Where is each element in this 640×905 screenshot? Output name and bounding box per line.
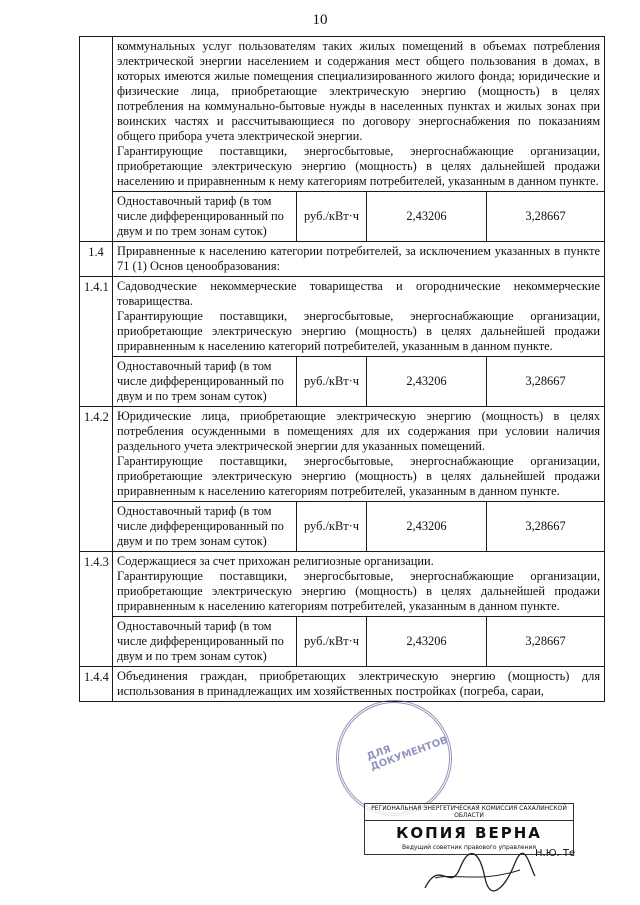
row-description <box>113 277 605 357</box>
tariff-value-1: 2,43206 <box>367 357 487 407</box>
description-text: Гарантирующие поставщики, энергосбытовые, энергоснабжающие организации, приобретающие электрическую энергию (мощность) в целях дальнейшей продажи приравненным к населению категориям потребителей, указанным в данном пункте. <box>117 569 601 613</box>
tariff-value-2: 3,28667 <box>487 192 605 242</box>
row-number: 1.4 <box>80 242 113 277</box>
row-description <box>113 37 605 192</box>
tariff-name: Одноставочный тариф (в том числе дифференцированный по двум и по трем зонам суток) <box>113 502 297 552</box>
table-row <box>80 242 605 277</box>
tariff-table <box>79 36 605 702</box>
tariff-name: Одноставочный тариф (в том числе дифференцированный по двум и по трем зонам суток) <box>113 357 297 407</box>
tariff-value-2: 3,28667 <box>487 502 605 552</box>
row-description <box>113 552 605 617</box>
tariff-value-1: 2,43206 <box>367 192 487 242</box>
row-number: 1.4.2 <box>80 407 113 552</box>
tariff-row <box>80 502 605 552</box>
row-description <box>113 667 605 702</box>
table-row <box>80 667 605 702</box>
signer-name: Н.Ю. Те <box>535 848 576 859</box>
table-row <box>80 277 605 357</box>
table-row <box>80 407 605 502</box>
row-description <box>113 407 605 502</box>
description-text: Гарантирующие поставщики, энергосбытовые, энергоснабжающие организации, приобретающие электрическую энергию (мощность) в целях дальнейшей продажи приравненным к населению категориям потребителей, указанным в данном пункте. <box>117 454 601 498</box>
description-text: Содержащиеся за счет прихожан религиозные организации. <box>117 554 434 568</box>
row-number <box>80 37 113 242</box>
description-text: Приравненные к населению категории потребителей, за исключением указанных в пункте 71 (1) Основ ценообразования: <box>117 244 601 273</box>
row-number: 1.4.4 <box>80 667 113 702</box>
seal-text: ДЛЯ ДОКУМЕНТОВ <box>365 734 450 774</box>
row-number: 1.4.3 <box>80 552 113 667</box>
tariff-unit: руб./кВт·ч <box>297 502 367 552</box>
description-text: Гарантирующие поставщики, энергосбытовые, энергоснабжающие организации, приобретающие электрическую энергию (мощность) в целях дальнейшей продажи населению и приравненным к нему категориям потребителей, указанным в данном пункте. <box>117 144 601 188</box>
stamp-organization: РЕГИОНАЛЬНАЯ ЭНЕРГЕТИЧЕСКАЯ КОМИССИЯ САХАЛИНСКОЙ ОБЛАСТИ <box>365 804 573 821</box>
tariff-unit: руб./кВт·ч <box>297 192 367 242</box>
stamp-title: КОПИЯ ВЕРНА <box>396 824 542 842</box>
description-text: Юридические лица, приобретающие электрическую энергию (мощность) в целях потребления осужденными в помещениях для их содержания при условии наличия раздельного учета электрической энергии для указанных помещений. <box>117 409 601 453</box>
page-number: 10 <box>312 12 328 28</box>
tariff-value-1: 2,43206 <box>367 502 487 552</box>
tariff-value-2: 3,28667 <box>487 617 605 667</box>
description-text: Садоводческие некоммерческие товарищества и огороднические некоммерческие товарищества. <box>117 279 601 308</box>
description-text: коммунальных услуг пользователям таких жилых помещений в объемах потребления электрической энергии населением и содержания мест общего пользования в домах, в которых имеются жилые помещения специализированного жилого фонда; юридические и физические лица, приобретающие электрическую энергию (мощность) в целях потребления на коммунально-бытовые нужды в населенных пунктах и жилых зонах при воинских частях и рассчитывающиеся по договору энергоснабжения по показаниям общего прибора учета электрической энергии. <box>117 39 601 143</box>
tariff-name: Одноставочный тариф (в том числе дифференцированный по двум и по трем зонам суток) <box>113 192 297 242</box>
stamp-subtitle: Ведущий советник правового управления <box>402 844 536 851</box>
tariff-value-1: 2,43206 <box>367 617 487 667</box>
description-text: Объединения граждан, приобретающих электрическую энергию (мощность) для использования в принадлежащих им хозяйственных постройках (погреба, сараи, <box>117 669 601 698</box>
tariff-unit: руб./кВт·ч <box>297 357 367 407</box>
tariff-value-2: 3,28667 <box>487 357 605 407</box>
description-text: Гарантирующие поставщики, энергосбытовые, энергоснабжающие организации, приобретающие электрическую энергию (мощность) в целях дальнейшей продажи приравненным к населению категорий потребителей, указанным в данном пункте. <box>117 309 601 353</box>
signature-icon <box>420 848 540 898</box>
tariff-row <box>80 192 605 242</box>
tariff-name: Одноставочный тариф (в том числе дифференцированный по двум и по трем зонам суток) <box>113 617 297 667</box>
tariff-unit: руб./кВт·ч <box>297 617 367 667</box>
table-row <box>80 37 605 192</box>
tariff-row <box>80 357 605 407</box>
row-description <box>113 242 605 277</box>
row-number: 1.4.1 <box>80 277 113 407</box>
table-row <box>80 552 605 617</box>
tariff-row <box>80 617 605 667</box>
